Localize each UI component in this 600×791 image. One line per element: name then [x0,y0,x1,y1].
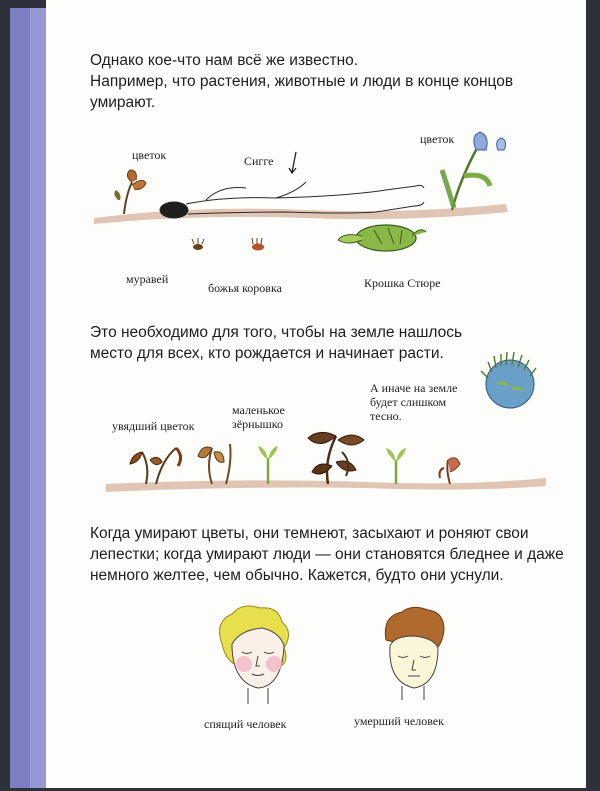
label-flower-right: цветок [420,132,455,146]
paragraph-3-line-1: Когда умирают цветы, они темнеют, засыхают и роняют свои [90,525,529,542]
paragraph-1-line-1: Однако кое-что нам всё же известно. [90,52,359,69]
sleeping-person-face-drawing [220,606,289,704]
dead-person-face-drawing [385,607,444,700]
label-sleeping-person: спящий человек [204,717,287,731]
label-too-crowded-line-1: А иначе на земле [370,381,458,395]
label-too-crowded-line-2: будет слишком [370,395,447,409]
label-turtle: Крошка Стюре [364,276,441,290]
paragraph-3-line-2: лепестки; когда умирают люди — они становятся бледнее и даже [90,546,564,563]
label-too-crowded-line-3: тесно. [370,409,402,423]
book-page [46,0,586,788]
label-flower-left: цветок [132,148,167,162]
label-small-seed-line-2: зёрнышко [232,417,284,431]
label-wilted-flower: увядший цветок [112,419,195,433]
label-ant: муравей [126,272,169,286]
paragraph-1-line-3: умирают. [90,94,156,111]
faces-illustration [46,0,586,788]
label-sigge: Сигге [244,154,274,168]
paragraph-2-line-2: место для всех, кто рождается и начинает расти. [90,345,444,362]
paragraph-2-line-1: Это необходимо для того, чтобы на земле нашлось [90,324,463,341]
label-ladybug: божья коровка [208,281,282,295]
paragraph-1-line-2: Например, что растения, животные и люди в конце концов [90,73,514,90]
label-dead-person: умерший человек [354,714,444,728]
label-small-seed-line-1: маленькое [232,403,285,417]
paragraph-3-line-3: немного желтее, чем обычно. Кажется, будто они уснули. [90,567,504,584]
